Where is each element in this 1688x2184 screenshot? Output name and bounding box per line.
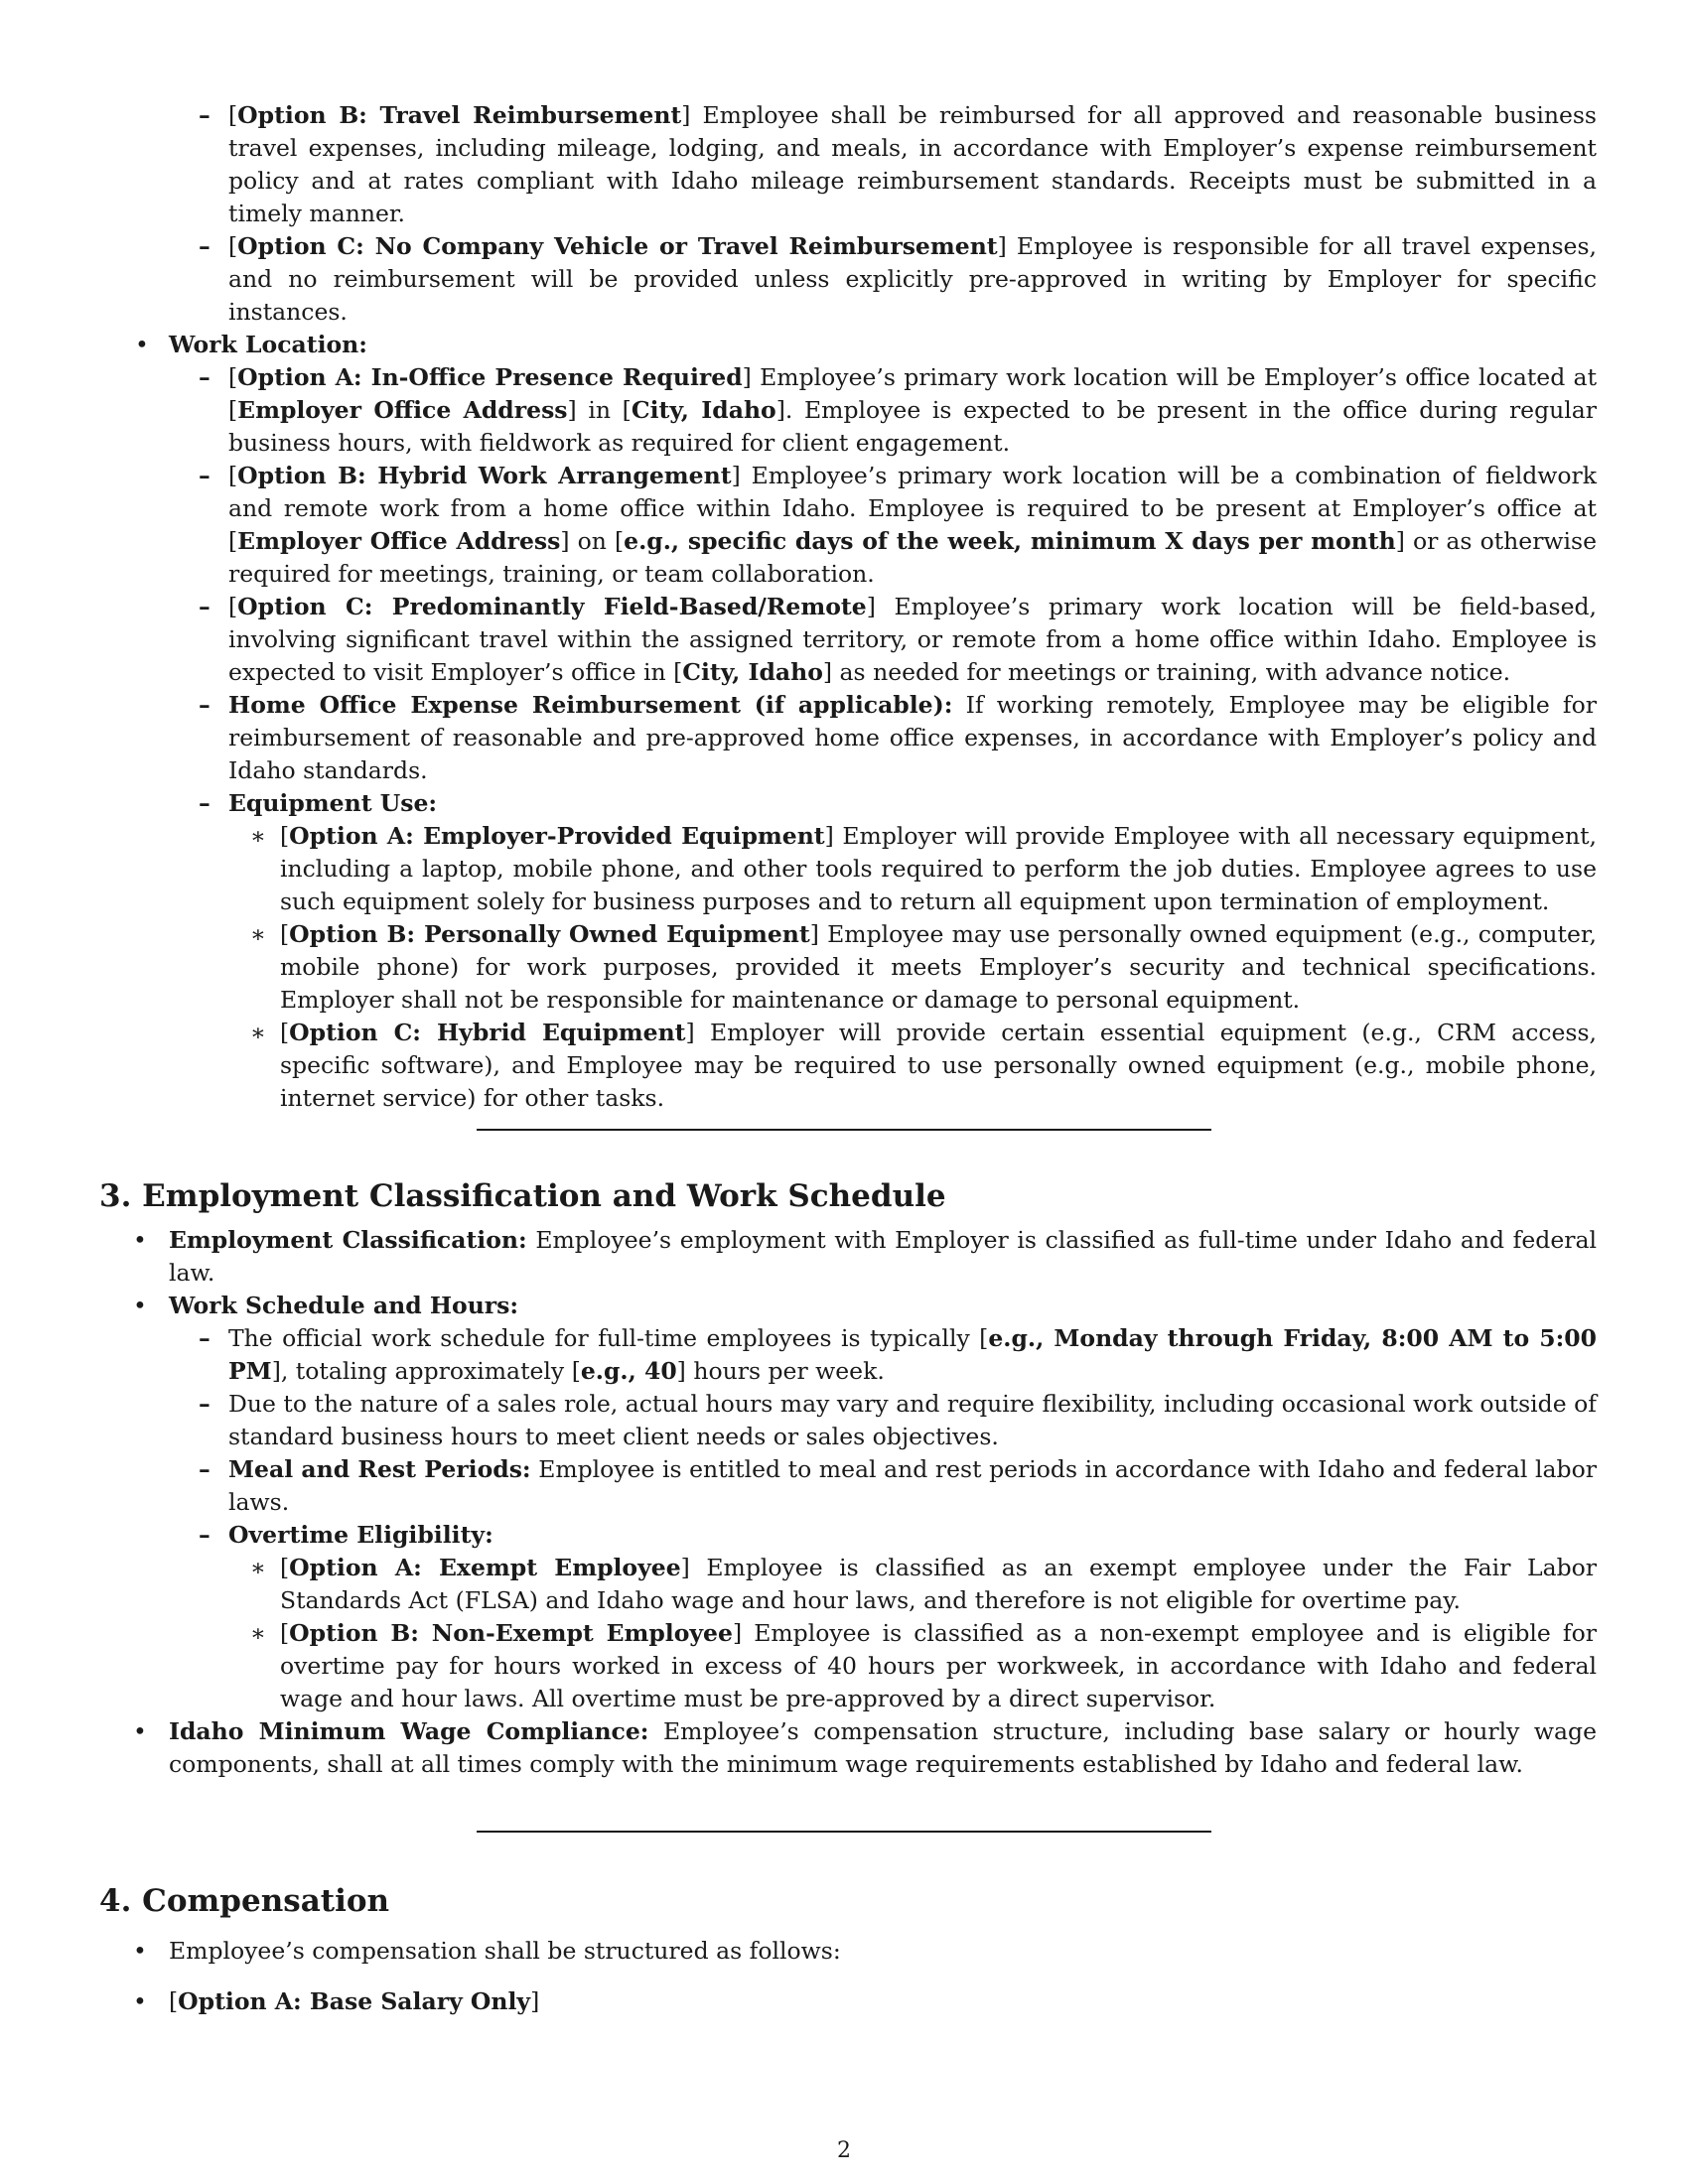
equipment-option-b-item: ∗ [Option B: Personally Owned Equipment] Employee may use personally owned equipment (e.g., computer, mobile phone) for work purposes, provided it meets Employer’s security and technical specifications. Employer shall not be responsible for maintenance or damage to personal equipment. — [129, 918, 1597, 1017]
minimum-wage-item: • Idaho Minimum Wage Compliance: Employee’s compensation structure, including base salary or hourly wage components, shall at all times comply with the minimum wage requirements established by Idaho and federal law. — [99, 1715, 1597, 1781]
section-divider-2 — [477, 1831, 1211, 1833]
overtime-option-b-item: ∗ [Option B: Non-Exempt Employee] Employee is classified as a non-exempt employee and is eligible for overtime pay for hours worked in excess of 40 hours per workweek, in accordance with Idaho and federal wage and hour laws. All overtime must be pre-approved by a direct supervisor. — [99, 1617, 1597, 1715]
option-a-location-item: – [Option A: In-Office Presence Required] Employee’s primary work location will be Employer’s office located at [Employer Office Address] in [City, Idaho]. Employee is expected to be present in the office during regular business hours, with fieldwork as required for client engagement. — [129, 361, 1597, 460]
option-c-location-item: – [Option C: Predominantly Field-Based/Remote] Employee’s primary work location will be field-based, involving significant travel within the assigned territory, or remote from a home office within Idaho. Employee is expected to visit Employer’s office in [City, Idaho] as needed for meetings or training, with advance notice. — [129, 591, 1597, 689]
section-4 — [99, 1881, 1597, 2018]
section-4-title: 4. Compensation — [99, 1883, 390, 1919]
equipment-use-heading: – Equipment Use: — [129, 787, 1597, 820]
overtime-heading: – Overtime Eligibility: — [99, 1519, 1597, 1552]
work-location-heading: • Work Location: — [129, 329, 1597, 361]
compensation-intro-item: • Employee’s compensation shall be structured as follows: — [99, 1935, 1597, 1968]
schedule-hours-item: – The official work schedule for full-time employees is typically [e.g., Monday through Friday, 8:00 AM to 5:00 PM], totaling approximately [e.g., 40] hours per week. — [99, 1322, 1597, 1388]
compensation-option-a-item: • [Option A: Base Salary Only] — [99, 1985, 1597, 2018]
overtime-option-a-item: ∗ [Option A: Exempt Employee] Employee is classified as an exempt employee under the Fair Labor Standards Act (FLSA) and Idaho wage and hour laws, and therefore is not eligible for overtime pay. — [99, 1552, 1597, 1617]
option-c-travel-item: – [Option C: No Company Vehicle or Travel Reimbursement] Employee is responsible for all travel expenses, and no reimbursement will be provided unless explicitly pre-approved in writing by Employer for specific instances. — [129, 230, 1597, 329]
section-divider-1 — [477, 1129, 1211, 1131]
meal-rest-item: – Meal and Rest Periods: Employee is entitled to meal and rest periods in accordance with Idaho and federal labor laws. — [99, 1453, 1597, 1519]
employment-classification-item: • Employment Classification: Employee’s employment with Employer is classified as full-time under Idaho and federal law. — [99, 1224, 1597, 1290]
option-b-travel-item: – [Option B: Travel Reimbursement] Employee shall be reimbursed for all approved and reasonable business travel expenses, including mileage, lodging, and meals, in accordance with Employer’s expense reimbursement policy and at rates compliant with Idaho mileage reimbursement standards. Receipts must be submitted in a timely manner. — [129, 99, 1597, 230]
page-number: 2 — [837, 2138, 851, 2163]
home-office-item: – Home Office Expense Reimbursement (if applicable): If working remotely, Employee may be eligible for reimbursement of reasonable and pre-approved home office expenses, in accordance with Employer’s policy and Idaho standards. — [129, 689, 1597, 787]
equipment-option-c-item: ∗ [Option C: Hybrid Equipment] Employer will provide certain essential equipment (e.g., CRM access, specific software), and Employee may be required to use personally owned equipment (e.g., mobile phone, internet service) for other tasks. — [129, 1017, 1597, 1115]
section-3-title: 3. Employment Classification and Work Schedule — [99, 1178, 946, 1214]
option-b-location-item: – [Option B: Hybrid Work Arrangement] Employee’s primary work location will be a combination of fieldwork and remote work from a home office within Idaho. Employee is required to be present at Employer’s office at [Employer Office Address] on [e.g., specific days of the week, minimum X days per month] or as otherwise required for meetings, training, or team collaboration. — [129, 460, 1597, 591]
work-schedule-heading: • Work Schedule and Hours: — [99, 1290, 1597, 1322]
section-2-continuation — [129, 99, 1597, 1115]
equipment-option-a-item: ∗ [Option A: Employer-Provided Equipment] Employer will provide Employee with all necessary equipment, including a laptop, mobile phone, and other tools required to perform the job duties. Employee agrees to use such equipment solely for business purposes and to return all equipment upon termination of employment. — [129, 820, 1597, 918]
schedule-flexibility-item: – Due to the nature of a sales role, actual hours may vary and require flexibility, including occasional work outside of standard business hours to meet client needs or sales objectives. — [99, 1388, 1597, 1453]
section-3 — [99, 1176, 1597, 1781]
